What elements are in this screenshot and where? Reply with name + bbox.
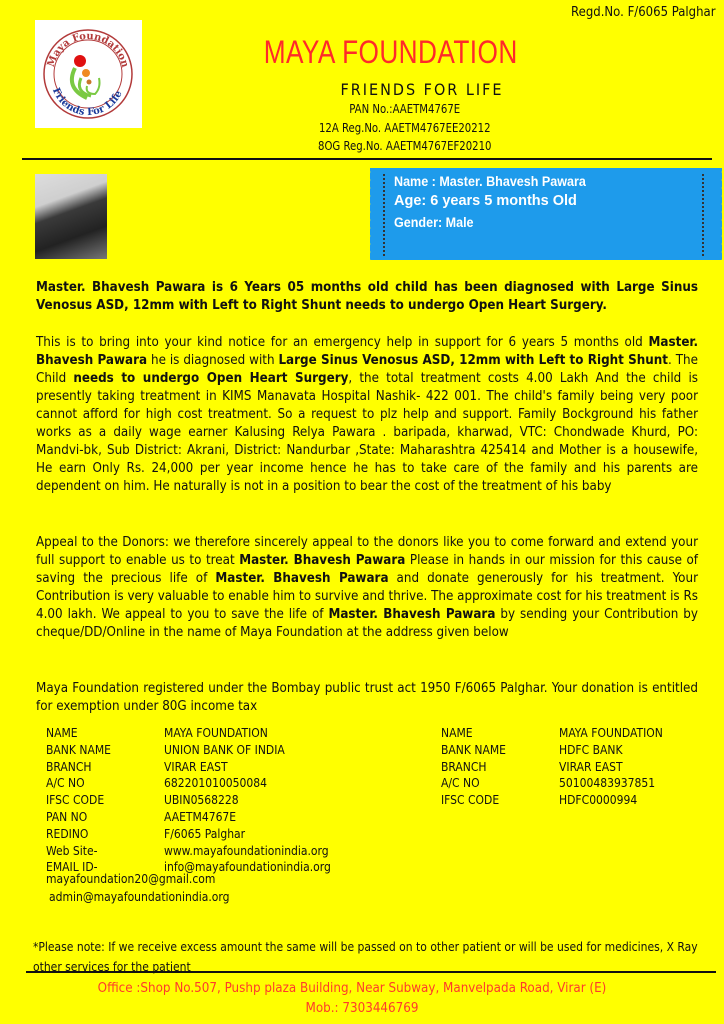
paragraph-text: Please in hands in our mission for this cause of saving the precious life of	[36, 553, 699, 586]
ticket-edge-left	[367, 168, 373, 260]
perforation-left	[383, 174, 385, 256]
bank-detail-value: F/6065 Palghar	[164, 826, 246, 841]
bank-detail-label: A/C NO	[46, 776, 85, 791]
bank-detail-label: NAME	[441, 726, 473, 740]
bank-detail-value: 682201010050084	[164, 776, 268, 791]
emphasis-text: Master. Bhavesh Pawara	[239, 553, 406, 568]
bank-detail-label: EMAIL ID-	[46, 860, 98, 875]
80g-registration: 8OG Reg.No. AAETM4767EF20210	[318, 138, 492, 153]
union-bank-details	[46, 725, 331, 876]
bank-detail-row	[46, 775, 331, 792]
bank-detail-label: IFSC CODE	[441, 793, 500, 808]
bank-detail-row	[46, 809, 331, 826]
bank-detail-label: NAME	[46, 726, 78, 740]
bank-detail-label: BANK NAME	[441, 742, 506, 757]
excess-amount-note: *Please note: If we receive excess amount the same will be passed on to other patient or will be used for medicines, X Ray other services for the patient	[33, 940, 698, 974]
paragraph-text: Appeal to the Donors: we therefore sincerely appeal to the donors like you to come forward and extend your full support to enable us to treat	[36, 535, 698, 568]
bank-detail-row	[441, 725, 663, 742]
bank-detail-value: UNION BANK OF INDIA	[164, 742, 285, 757]
gmail-address[interactable]: mayafoundation20@gmail.com	[46, 872, 216, 886]
footer-divider	[26, 971, 716, 973]
bank-detail-value: HDFC BANK	[559, 742, 623, 757]
bank-detail-row	[441, 742, 663, 759]
emergency-notice-paragraph	[36, 334, 698, 496]
paragraph-text: This is to bring into your kind notice for an emergency help in support for 6 years 5 months old	[36, 335, 649, 350]
organization-tagline: FRIENDS FOR LIFE	[340, 80, 504, 99]
bank-detail-row	[441, 759, 663, 776]
trust-registration-paragraph: Maya Foundation registered under the Bombay public trust act 1950 F/6065 Palghar. Your donation is entitled for exemption under 80G income tax	[36, 681, 698, 714]
bank-detail-value[interactable]: info@mayafoundationindia.org	[164, 860, 331, 875]
patient-gender: Gender: Male	[394, 215, 474, 230]
bank-detail-value: AAETM4767E	[164, 809, 237, 824]
office-address: Office :Shop No.507, Pushp plaza Building, Near Subway, Manvelpada Road, Virar (E)	[97, 981, 607, 996]
bank-detail-value: MAYA FOUNDATION	[559, 726, 663, 740]
bank-detail-label: IFSC CODE	[46, 793, 105, 808]
emphasis-text: needs to undergo Open Heart Surgery	[73, 371, 349, 386]
paragraph-text: , the total treatment costs 4.00 Lakh And the child is presently taking treatment in KIMS Manavata Hospital Nashik- 422 001. The child's family being very poor cannot afford for high cost treatment. So a request to plz help and support. Family Bockground his father works as a daily wage earner Kalusing Relya Pawara . baripada, kharwad, VTC: Chondwade Khurd, PO: Mandvi-bk, Sub District: Akrani, District: Nandurbar ,State: Maharashtra 425414 and Mother is a housewife, He earn Only Rs. 24,000 per year income hence he has to take care of the family and his parents are dependent on him. He naturally is not in a position to bear the cost of the treatment of his baby	[36, 371, 698, 494]
svg-text:Friends For Life: Friends For Life	[49, 86, 125, 119]
emphasis-text: Master. Bhavesh Pawara	[36, 335, 698, 368]
bank-detail-value: 50100483937851	[559, 776, 656, 791]
admin-email-address[interactable]: admin@mayafoundationindia.org	[49, 890, 230, 904]
bank-detail-row	[441, 792, 663, 809]
bank-detail-row	[46, 742, 331, 759]
pan-number: PAN No.:AAETM4767E	[349, 101, 461, 116]
bank-detail-value: VIRAR EAST	[164, 759, 228, 774]
bank-detail-value[interactable]: www.mayafoundationindia.org	[164, 843, 329, 858]
paragraph-text: he is diagnosed with	[147, 353, 279, 368]
registration-number: Regd.No. F/6065 Palghar	[571, 5, 716, 20]
emphasis-text: Large Sinus Venosus ASD, 12mm with Left to Right Shunt	[278, 353, 669, 368]
bank-detail-value: UBIN0568228	[164, 793, 239, 808]
bank-detail-label: BANK NAME	[46, 742, 111, 757]
12a-registration: 12A Reg.No. AAETM4767EE20212	[318, 120, 491, 135]
perforation-right	[702, 174, 704, 256]
bank-detail-label: PAN NO	[46, 809, 88, 824]
emphasis-text: Master. Bhavesh Pawara	[328, 607, 496, 622]
patient-photo	[35, 174, 107, 259]
bank-detail-row	[46, 843, 331, 860]
emphasis-text: Master. Bhavesh Pawara	[215, 571, 389, 586]
bank-detail-row	[46, 826, 331, 843]
bank-detail-value: MAYA FOUNDATION	[164, 726, 268, 740]
patient-info-card	[370, 168, 722, 260]
svg-text:Maya Foundation: Maya Foundation	[45, 30, 131, 69]
bank-detail-label: Web Site-	[46, 843, 98, 858]
donor-appeal-paragraph	[36, 534, 698, 642]
bank-detail-value: HDFC0000994	[559, 793, 638, 808]
bank-detail-label: BRANCH	[46, 759, 92, 774]
diagnosis-summary: Master. Bhavesh Pawara is 6 Years 05 months old child has been diagnosed with Large Sinus Venosus ASD, 12mm with Left to Right Shunt needs to undergo Open Heart Surgery.	[36, 280, 698, 313]
paragraph-text: . The Child	[36, 353, 698, 386]
header-divider	[22, 158, 712, 160]
mobile-number[interactable]: Mob.: 7303446769	[305, 1001, 419, 1016]
bank-detail-row	[46, 792, 331, 809]
bank-detail-row	[46, 725, 331, 742]
paragraph-text: and donate generously for his treatment. Your Contribution is very valuable to enable him to survive and thrive. The approximate cost for his treatment is Rs 4.00 lakh. We appeal to you to save the life of	[36, 571, 698, 622]
bank-detail-row	[441, 775, 663, 792]
patient-name: Name : Master. Bhavesh Pawara	[394, 174, 586, 189]
organization-title: MAYA FOUNDATION	[263, 34, 518, 70]
bank-detail-label: A/C NO	[441, 776, 480, 791]
bank-detail-label: REDINO	[46, 826, 89, 841]
paragraph-text: by sending your Contribution by cheque/DD/Online in the name of Maya Foundation at the address given below	[36, 607, 698, 640]
bank-detail-value: VIRAR EAST	[559, 759, 623, 774]
hdfc-bank-details	[441, 725, 663, 809]
ticket-edge-right	[719, 168, 724, 260]
bank-detail-label: BRANCH	[441, 759, 487, 774]
bank-detail-row	[46, 759, 331, 776]
patient-age: Age: 6 years 5 months Old	[394, 193, 577, 209]
